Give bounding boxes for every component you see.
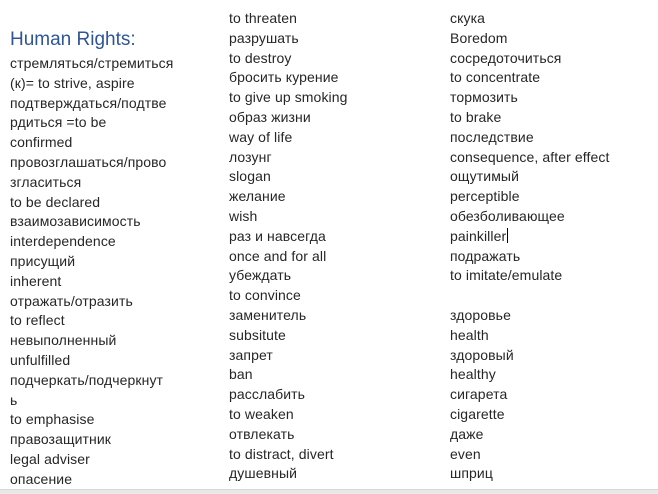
vocabulary-line: здоровый: [450, 346, 514, 363]
vocabulary-line: скука: [450, 10, 486, 26]
vocabulary-line: шприц: [450, 465, 493, 482]
vocabulary-line: присущий: [10, 252, 76, 269]
vocabulary-line: стремляться/стремиться: [10, 55, 174, 71]
vocabulary-column-2: [229, 9, 439, 484]
vocabulary-line: ь: [10, 391, 18, 408]
vocabulary-line: to brake: [450, 108, 502, 125]
vocabulary-line: to imitate/emulate: [450, 267, 563, 284]
vocabulary-line: way of life: [229, 128, 293, 145]
vocabulary-line: to concentrate: [450, 69, 541, 86]
vocabulary-line: сосредоточиться: [450, 49, 562, 66]
vocabulary-line: рдиться =to be: [10, 114, 107, 131]
vocabulary-line: подражать: [450, 247, 521, 264]
vocabulary-line: отвлекать: [229, 425, 295, 442]
vocabulary-line: wish: [229, 207, 258, 224]
vocabulary-line: сигарета: [450, 386, 508, 403]
vocabulary-line: образ жизни: [229, 108, 311, 125]
vocabulary-line: взаимозависимость: [10, 213, 141, 230]
vocabulary-line: to weaken: [229, 405, 294, 422]
vocabulary-line: здоровье: [450, 306, 511, 323]
vocabulary-line: подчеркать/подчеркнут: [10, 371, 164, 388]
vocabulary-line: to distract, divert: [229, 445, 334, 462]
vocabulary-line: расслабить: [229, 386, 306, 403]
vocabulary-line: consequence, after effect: [450, 148, 610, 165]
vocabulary-line: отражать/отразить: [10, 292, 133, 309]
vocabulary-line: painkiller: [450, 227, 507, 244]
vocabulary-line: interdependence: [10, 233, 116, 250]
vocabulary-line: желание: [229, 188, 286, 205]
vocabulary-line: Boredom: [450, 29, 508, 46]
vocabulary-line: заменитель: [229, 306, 307, 323]
vocabulary-line: невыполненный: [10, 332, 117, 349]
vocabulary-line: even: [450, 445, 481, 462]
vocabulary-line: subsitute: [229, 326, 286, 343]
vocabulary-line: запрет: [229, 346, 273, 363]
vocabulary-line: опасение: [10, 470, 73, 487]
vocabulary-line: confirmed: [10, 134, 73, 151]
blank-line: [450, 286, 655, 306]
vocabulary-line: последствие: [450, 128, 534, 145]
vocabulary-line: (к)= to strive, aspire: [10, 74, 135, 91]
vocabulary-column-1: [10, 28, 215, 490]
vocabulary-line: inherent: [10, 272, 62, 289]
vocabulary-column-3: [450, 9, 655, 484]
vocabulary-line: подтверждаться/подтве: [10, 94, 167, 111]
vocabulary-line: to emphasise: [10, 411, 95, 428]
vocabulary-line: perceptible: [450, 188, 520, 205]
vocabulary-line: to reflect: [10, 312, 65, 329]
vocabulary-line: даже: [450, 425, 484, 442]
vocabulary-line: to destroy: [229, 49, 292, 66]
vocabulary-line: тормозить: [450, 89, 518, 106]
page-bottom-edge: [0, 489, 658, 494]
vocabulary-line: провозглашаться/прово: [10, 153, 167, 170]
vocabulary-line: unfulfilled: [10, 351, 71, 368]
vocabulary-line: slogan: [229, 168, 271, 185]
vocabulary-line: to give up smoking: [229, 89, 348, 106]
vocabulary-line: раз и навсегда: [229, 227, 326, 244]
vocabulary-line: cigarette: [450, 405, 505, 422]
vocabulary-line: душевный: [229, 465, 298, 482]
vocabulary-line: згласиться: [10, 173, 82, 190]
vocabulary-line: ощутимый: [450, 168, 520, 185]
vocabulary-line: to convince: [229, 287, 301, 304]
vocabulary-line: to be declared: [10, 193, 101, 210]
vocabulary-line: убеждать: [229, 267, 292, 284]
vocabulary-line: once and for all: [229, 247, 327, 264]
section-heading: Human Rights:: [10, 29, 136, 50]
vocabulary-line: правозащитник: [10, 431, 111, 448]
vocabulary-line: разрушать: [229, 29, 299, 46]
vocabulary-line: healthy: [450, 366, 496, 383]
vocabulary-line: обезболивающее: [450, 207, 565, 224]
text-cursor: [507, 228, 508, 243]
vocabulary-line: бросить курение: [229, 69, 339, 86]
vocabulary-line: лозунг: [229, 148, 272, 165]
vocabulary-line: health: [450, 326, 489, 343]
vocabulary-line: to threaten: [229, 10, 298, 26]
vocabulary-line: legal adviser: [10, 450, 90, 467]
vocabulary-line: ban: [229, 366, 253, 383]
